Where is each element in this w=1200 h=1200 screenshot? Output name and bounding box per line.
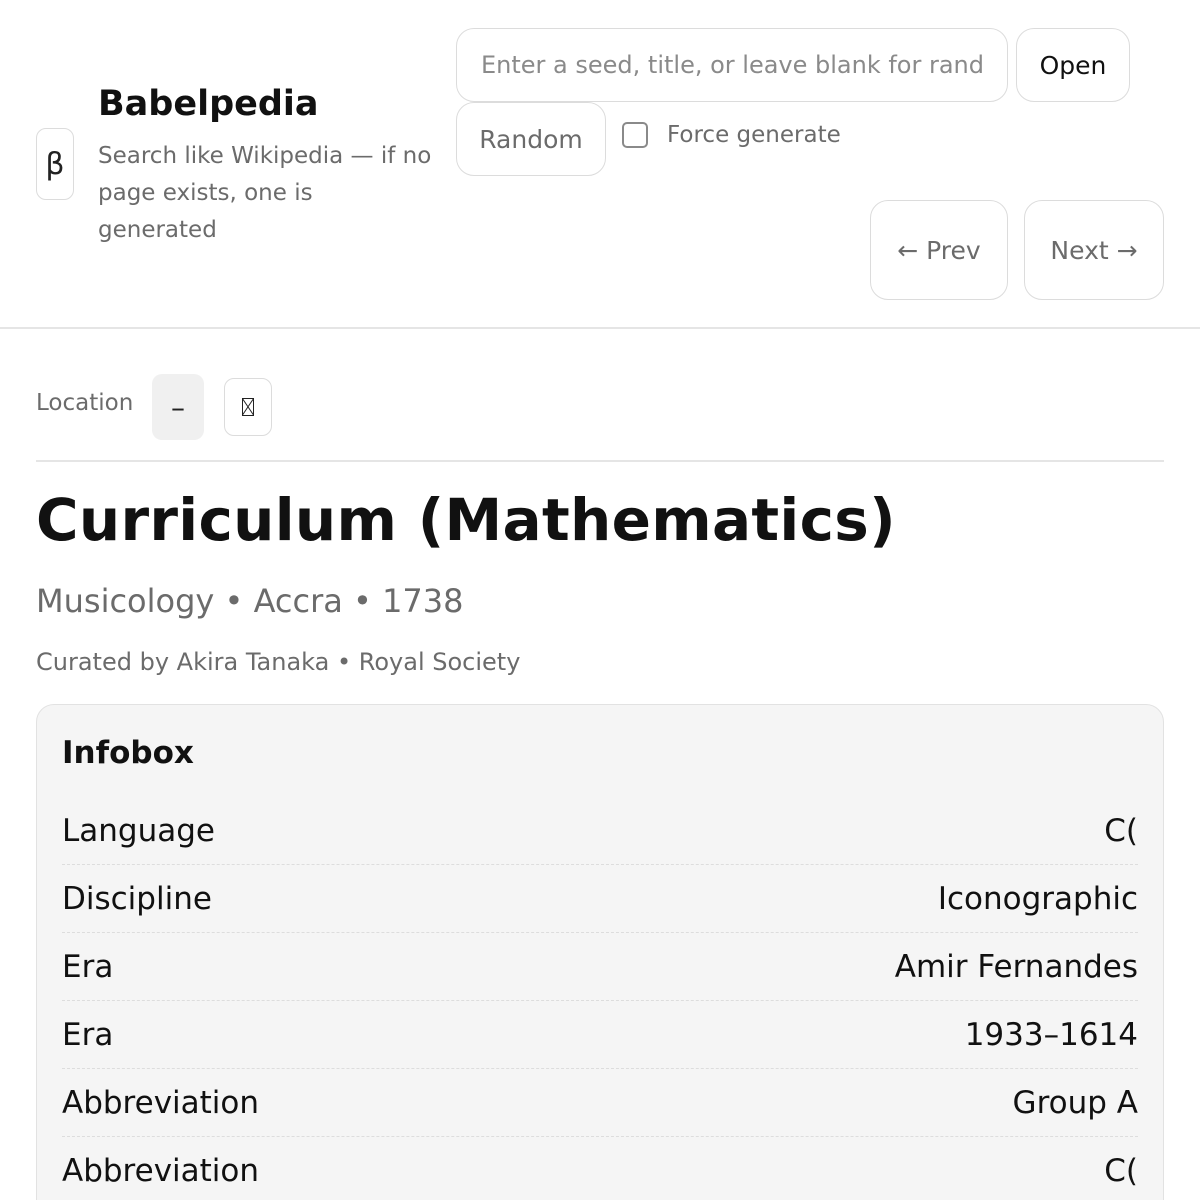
infobox-row [62, 933, 1138, 1001]
open-button[interactable]: Open [1016, 28, 1130, 102]
force-generate-label: Force generate [667, 122, 841, 148]
search-input[interactable] [456, 28, 1008, 102]
infobox-row [62, 1137, 1138, 1200]
site-tagline: Search like Wikipedia — if no page exists, one is generated [98, 143, 432, 243]
infobox-row [62, 1001, 1138, 1069]
infobox-key: Era [62, 948, 114, 985]
infobox-value: Amir Fernandes [894, 948, 1138, 985]
infobox-key: Discipline [62, 880, 212, 917]
infobox-value: Group A [1012, 1084, 1138, 1121]
infobox-title: Infobox [62, 735, 194, 771]
force-generate-checkbox[interactable] [622, 122, 648, 148]
infobox-value: C( [1104, 812, 1138, 849]
infobox-value: C( [1104, 1152, 1138, 1189]
next-button[interactable]: Next → [1024, 200, 1164, 300]
infobox-row [62, 1069, 1138, 1137]
force-generate-toggle[interactable] [622, 116, 841, 154]
infobox-rows [62, 797, 1138, 1200]
infobox-value: 1933–1614 [964, 1016, 1138, 1053]
location-label: Location [36, 390, 134, 416]
prev-button[interactable]: ← Prev [870, 200, 1008, 300]
site-title: Babelpedia [98, 84, 319, 124]
missing-glyph-icon[interactable] [224, 378, 272, 436]
infobox [36, 704, 1164, 1200]
infobox-key: Abbreviation [62, 1152, 260, 1189]
missing-glyph-mark [242, 398, 254, 416]
infobox-key: Language [62, 812, 215, 849]
infobox-key: Abbreviation [62, 1084, 260, 1121]
location-value[interactable]: – [152, 374, 204, 440]
section-divider [36, 460, 1164, 462]
logo-icon[interactable]: β [36, 128, 74, 200]
infobox-value: Iconographic [937, 880, 1138, 917]
infobox-row [62, 865, 1138, 933]
infobox-row [62, 797, 1138, 865]
article-title: Curriculum (Mathematics) [36, 486, 896, 554]
article-meta: Musicology • Accra • 1738 [36, 582, 464, 620]
infobox-key: Era [62, 1016, 114, 1053]
article-curation: Curated by Akira Tanaka • Royal Society [36, 648, 521, 676]
site-header [0, 0, 1200, 329]
random-button[interactable]: Random [456, 102, 606, 176]
